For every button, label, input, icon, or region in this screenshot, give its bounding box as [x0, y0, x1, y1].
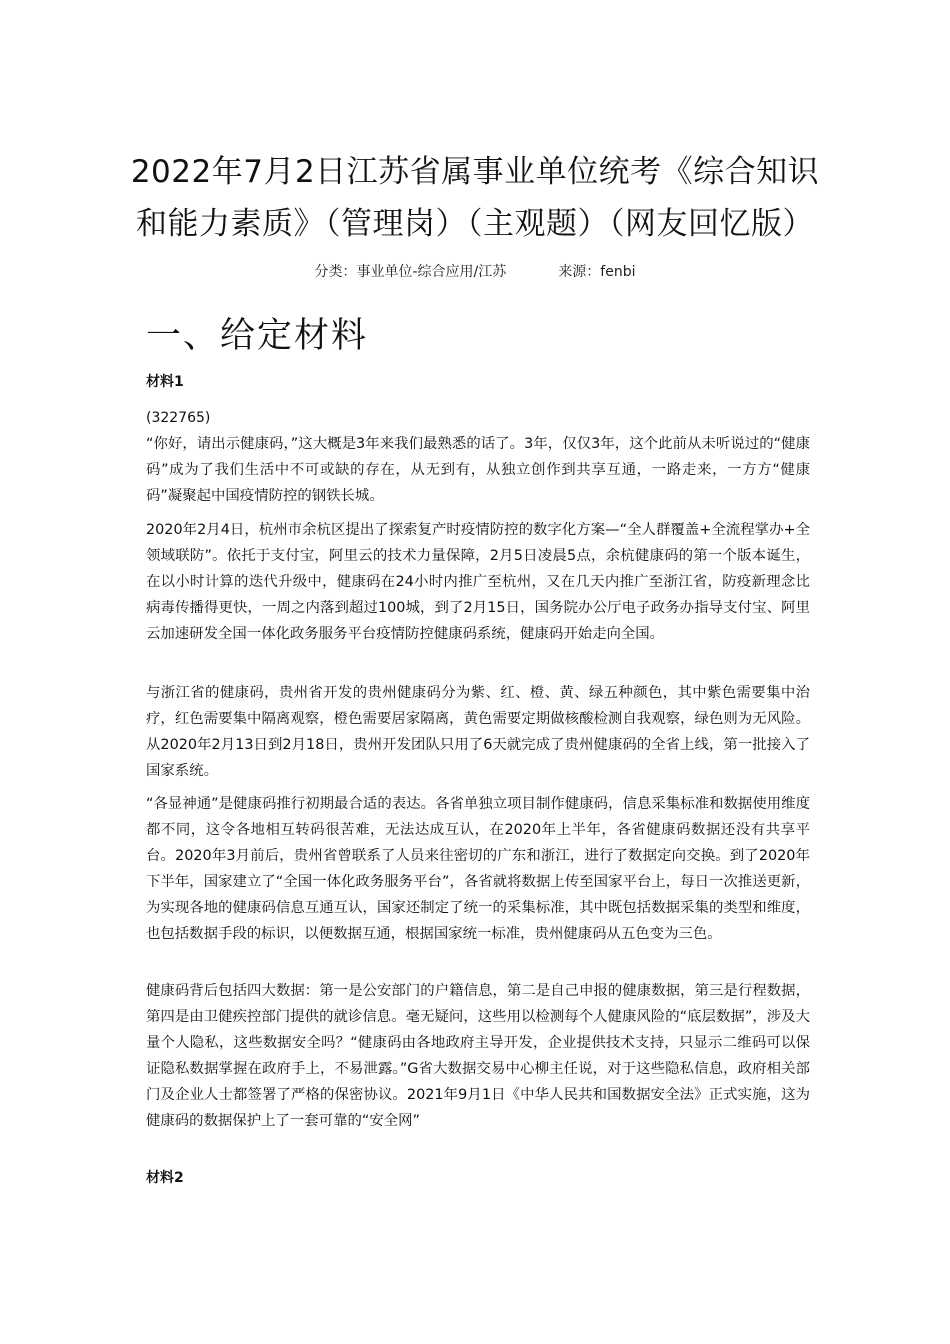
document-meta [100, 261, 850, 283]
material-1-label: 材料1 [146, 374, 184, 390]
material-1-id: (322765) [146, 410, 211, 426]
material-1-paragraph-1: “你好，请出示健康码，”这大概是3年来我们最熟悉的话了。3年，仅仅3年，这个此前从未听说过的“健康码”成为了我们生活中不可或缺的存在，从无到有，从独立创作到共享互通，一路走来，一方方“健康码”凝聚起中国疫情防控的钢铁长城。 [146, 436, 810, 504]
document-title [100, 146, 850, 250]
document-title-line-2: 和能力素质》（管理岗）（主观题）（网友回忆版） [136, 206, 814, 242]
material-1-paragraph-5: 健康码背后包括四大数据：第一是公安部门的户籍信息，第二是自己申报的健康数据，第三是行程数据，第四是由卫健疾控部门提供的就诊信息。毫无疑问，这些用以检测每个人健康风险的“底层数据”，涉及大量个人隐私，这些数据安全吗？“健康码由各地政府主导开发，企业提供技术支持，只显示二维码可以保证隐私数据掌握在政府手上，不易泄露。”G省大数据交易中心柳主任说，对于这些隐私信息，政府相关部门及企业人士都签署了严格的保密协议。2021年9月1日《中华人民共和国数据安全法》正式实施，这为健康码的数据保护上了一套可靠的“安全网” [146, 983, 810, 1129]
material-1-paragraph-4: “各显神通”是健康码推行初期最合适的表达。各省单独立项目制作健康码，信息采集标准和数据使用维度都不同，这令各地相互转码很苦难，无法达成互认，在2020年上半年，各省健康码数据还没有共享平台。2020年3月前后，贵州省曾联系了人员来往密切的广东和浙江，进行了数据定向交换。到了2020年下半年，国家建立了“全国一体化政务服务平台”，各省就将数据上传至国家平台上，每日一次推送更新，为实现各地的健康码信息互通互认，国家还制定了统一的采集标准，其中既包括数据采集的类型和维度，也包括数据手段的标识，以便数据互通，根据国家统一标准，贵州健康码从五色变为三色。 [146, 796, 810, 942]
material-1-paragraph-3: 与浙江省的健康码，贵州省开发的贵州健康码分为紫、红、橙、黄、绿五种颜色，其中紫色需要集中治疗，红色需要集中隔离观察，橙色需要居家隔离，黄色需要定期做核酸检测自我观察，绿色则为无风险。从2020年2月13日到2月18日，贵州开发团队只用了6天就完成了贵州健康码的全省上线，第一批接入了国家系统。 [146, 685, 810, 779]
material-1-paragraph-2: 2020年2月4日，杭州市余杭区提出了探索复产时疫情防控的数字化方案—“全人群覆盖+全流程掌办+全领域联防”。依托于支付宝，阿里云的技术力量保障，2月5日凌晨5点，余杭健康码的第一个版本诞生，在以小时计算的迭代升级中，健康码在24小时内推广至杭州，又在几天内推广至浙江省，防疫新理念比病毒传播得更快，一周之内落到超过100城，到了2月15日，国务院办公厅电子政务办指导支付宝、阿里云加速研发全国一体化政务服务平台疫情防控健康码系统，健康码开始走向全国。 [146, 522, 810, 642]
material-2-label: 材料2 [146, 1170, 184, 1186]
source-label: 来源：fenbi [558, 264, 636, 280]
document-title-line-1: 2022年7月2日江苏省属事业单位统考《综合知识 [130, 154, 820, 190]
category-label: 分类：事业单位-综合应用/江苏 [314, 264, 507, 280]
section-heading: 一、给定材料 [146, 316, 369, 356]
